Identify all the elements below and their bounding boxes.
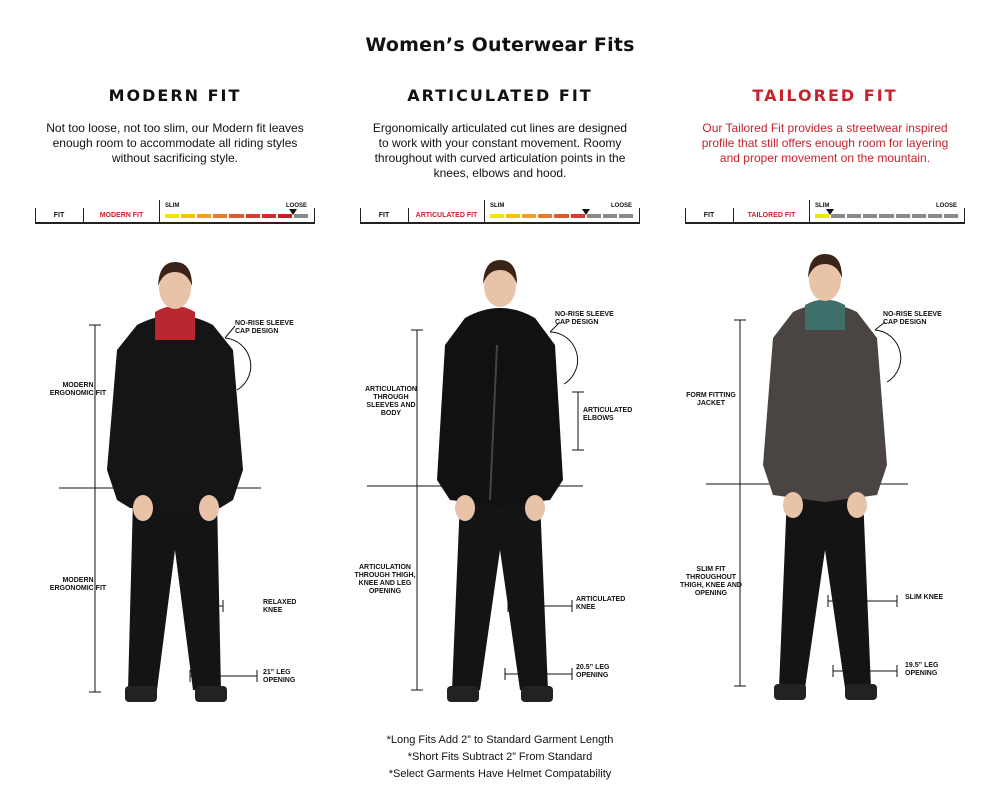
fit-scale-segment: [896, 214, 910, 218]
fit-scale-segment: [944, 214, 958, 218]
fit-scale-segments: [815, 214, 960, 218]
annotation-leg-opening: 21” LEG OPENING: [263, 669, 296, 684]
annotation-lower-fit: ARTICULATION THROUGH THIGH, KNEE AND LEG OPENING: [354, 564, 416, 595]
fit-scale-marker: [582, 209, 590, 215]
fit-description: Our Tailored Fit provides a streetwear inspired profile that still offers enough room for layering and proper movement on the mountain.: [701, 121, 949, 165]
fit-scale-segment: [554, 214, 568, 218]
fit-scale-fit-label: FIT: [703, 212, 715, 219]
fit-scale-loose-label: LOOSE: [285, 203, 307, 209]
annotation-leg-opening: 19.5” LEG OPENING: [905, 662, 939, 677]
annotation-elbows: ARTICULATED ELBOWS: [583, 407, 633, 422]
fit-scale-segment: [197, 214, 211, 218]
fit-heading: ARTICULATED FIT: [407, 86, 593, 105]
fit-scale-name-label: ARTICULATED FIT: [415, 212, 478, 219]
fit-column-articulated: [350, 0, 650, 800]
fit-heading: TAILORED FIT: [752, 86, 898, 105]
fit-scale-loose-label: LOOSE: [610, 203, 632, 209]
fit-scale-fit-label: FIT: [378, 212, 390, 219]
fit-scale-segment: [181, 214, 195, 218]
annotation-knee: RELAXED KNEE: [263, 599, 297, 614]
fit-scale-segment: [262, 214, 276, 218]
fit-scale-segment: [847, 214, 861, 218]
fit-scale-marker: [826, 209, 834, 215]
fit-scale-segment: [928, 214, 942, 218]
fit-scale-name-label: MODERN FIT: [99, 212, 144, 219]
footnote-short-fits: *Short Fits Subtract 2” From Standard: [407, 751, 593, 763]
fit-scale-segment: [165, 214, 179, 218]
model-figure-area: [350, 250, 650, 720]
fit-scale-marker: [289, 209, 297, 215]
fit-scale-segment: [603, 214, 617, 218]
fit-scale-fit-label: FIT: [53, 212, 65, 219]
fit-column-modern: [25, 0, 325, 800]
fit-scale-segment: [246, 214, 260, 218]
fit-scale-slim-label: SLIM: [490, 203, 505, 209]
annotation-leg-opening: 20.5” LEG OPENING: [576, 664, 610, 679]
fit-scale-bar: [685, 200, 965, 228]
fit-scale-segment: [912, 214, 926, 218]
annotation-lower-fit: SLIM FIT THROUGHOUT THIGH, KNEE AND OPENING: [680, 566, 742, 597]
fit-scale-segments: [490, 214, 635, 218]
annotation-sleeve-cap: NO-RISE SLEEVE CAP DESIGN: [883, 311, 942, 326]
fit-scale-segment: [506, 214, 520, 218]
fit-column-tailored: [675, 0, 975, 800]
annotation-knee: SLIM KNEE: [905, 594, 944, 601]
footnotes: [0, 732, 1000, 783]
footnote-helmet: *Select Garments Have Helmet Compatability: [388, 768, 612, 780]
fit-scale-bar: [35, 200, 315, 228]
annotation-sleeve-cap: NO-RISE SLEEVE CAP DESIGN: [555, 311, 614, 326]
fit-scale-segment: [863, 214, 877, 218]
annotation-knee: ARTICULATED KNEE: [576, 596, 626, 611]
fit-scale-segment: [490, 214, 504, 218]
fit-scale-segment: [538, 214, 552, 218]
fit-scale-slim-label: SLIM: [815, 203, 830, 209]
annotation-upper-fit: ARTICULATION THROUGH SLEEVES AND BODY: [365, 386, 417, 417]
model-figure-area: [25, 250, 325, 720]
fit-scale-loose-label: LOOSE: [935, 203, 957, 209]
fit-scale-slim-label: SLIM: [165, 203, 180, 209]
fit-scale-segment: [229, 214, 243, 218]
fit-scale-segment: [213, 214, 227, 218]
annotation-sleeve-cap: NO-RISE SLEEVE CAP DESIGN: [235, 320, 294, 335]
fit-scale-bar: [360, 200, 640, 228]
fit-description: Not too loose, not too slim, our Modern fit leaves enough room to accommodate all riding styles without sacrificing style.: [46, 121, 304, 165]
fit-scale-segment: [522, 214, 536, 218]
fit-scale-segment: [619, 214, 633, 218]
fit-heading: MODERN FIT: [108, 86, 242, 105]
fit-description: Ergonomically articulated cut lines are designed to work with your constant movement. Roomy throughout with curved articulation points in the knees, elbows and hood.: [372, 121, 628, 180]
annotation-upper-fit: FORM FITTING JACKET: [686, 392, 736, 407]
page-title: Women’s Outerwear Fits: [365, 34, 635, 56]
annotation-upper-fit: MODERN ERGONOMIC FIT: [49, 382, 107, 397]
model-figure-area: [675, 250, 975, 720]
fit-scale-segment: [879, 214, 893, 218]
fit-scale-name-label: TAILORED FIT: [747, 212, 796, 219]
footnote-long-fits: *Long Fits Add 2” to Standard Garment Length: [386, 734, 614, 746]
annotation-lower-fit: MODERN ERGONOMIC FIT: [49, 577, 107, 592]
